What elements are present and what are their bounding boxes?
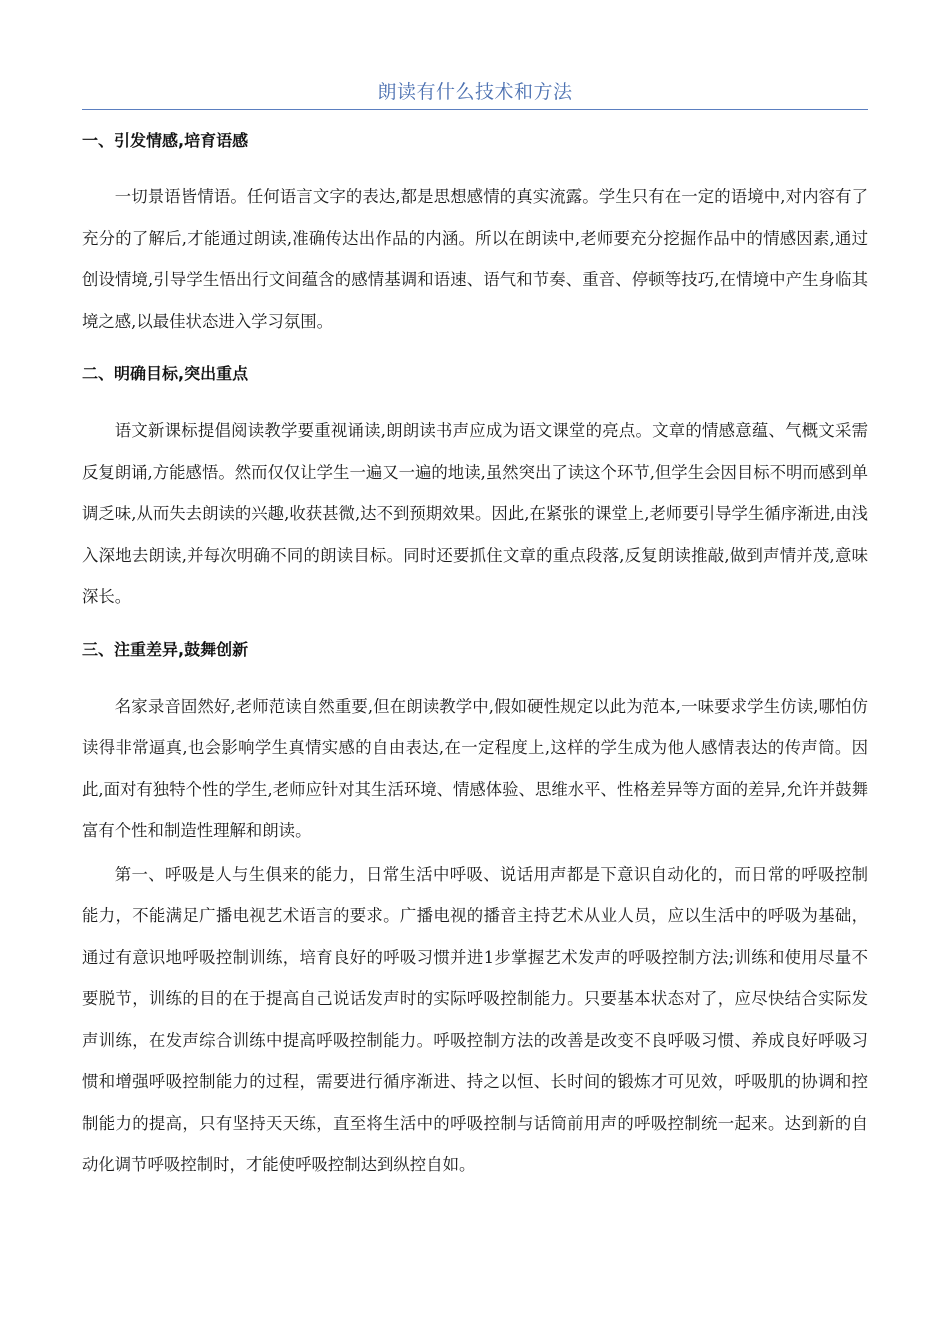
section-heading-1: 一、引发情感,培育语感 [82, 131, 249, 150]
breathing-paragraph: 第一、呼吸是人与生俱来的能力，日常生活中呼吸、说话用声都是下意识自动化的，而日常的呼吸控制能力，不能满足广播电视艺术语言的要求。广播电视的播音主持艺术从业人员，应以生活中的呼吸为基础，通过有意识地呼吸控制训练，培育良好的呼吸习惯并进1步掌握艺术发声的呼吸控制方法;训练和使用尽量不要脱节，训练的目的在于提高自己说话发声时的实际呼吸控制能力。只要基本状态对了，应尽快结合实际发声训练，在发声综合训练中提高呼吸控制能力。呼吸控制方法的改善是改变不良呼吸习惯、养成良好呼吸习惯和增强呼吸控制能力的过程，需要进行循序渐进、持之以恒、长时间的锻炼才可见效，呼吸肌的协调和控制能力的提高，只有坚持天天练，直至将生活中的呼吸控制与话筒前用声的呼吸控制统一起来。达到新的自动化调节呼吸控制时，才能使呼吸控制达到纵控自如。 [82, 864, 868, 1174]
section-paragraph-2: 语文新课标提倡阅读教学要重视诵读,朗朗读书声应成为语文课堂的亮点。文章的情感意蕴、气概文采需反复朗诵,方能感悟。然而仅仅让学生一遍又一遍的地读,虽然突出了读这个环节,但学生会因目标不明而感到单调乏味,从而失去朗读的兴趣,收获甚微,达不到预期效果。因此,在紧张的课堂上,老师要引导学生循序渐进,由浅入深地去朗读,并每次明确不同的朗读目标。同时还要抓住文章的重点段落,反复朗读推敲,做到声情并茂,意味深长。 [82, 421, 868, 606]
document-title: 朗读有什么技术和方法 [377, 81, 573, 103]
section-heading-3: 三、注重差异,鼓舞创新 [82, 639, 249, 659]
title-divider [82, 109, 868, 110]
section-paragraph-1: 一切景语皆情语。任何语言文字的表达,都是思想感情的真实流露。学生只有在一定的语境中,对内容有了充分的了解后,才能通过朗读,准确传达出作品的内涵。所以在朗读中,老师要充分挖掘作品中的情感因素,通过创设情境,引导学生悟出行文间蕴含的感情基调和语速、语气和节奏、重音、停顿等技巧,在情境中产生身临其境之感,以最佳状态进入学习氛围。 [82, 187, 868, 331]
section-paragraph-3: 名家录音固然好,老师范读自然重要,但在朗读教学中,假如硬性规定以此为范本,一味要求学生仿读,哪怕仿读得非常逼真,也会影响学生真情实感的自由表达,在一定程度上,这样的学生成为他人感情表达的传声筒。因此,面对有独特个性的学生,老师应针对其生活环境、情感体验、思维水平、性格差异等方面的差异,允许并鼓舞富有个性和制造性理解和朗读。 [82, 696, 868, 840]
section-heading-2: 二、明确目标,突出重点 [82, 364, 249, 383]
document-body [82, 126, 868, 1186]
